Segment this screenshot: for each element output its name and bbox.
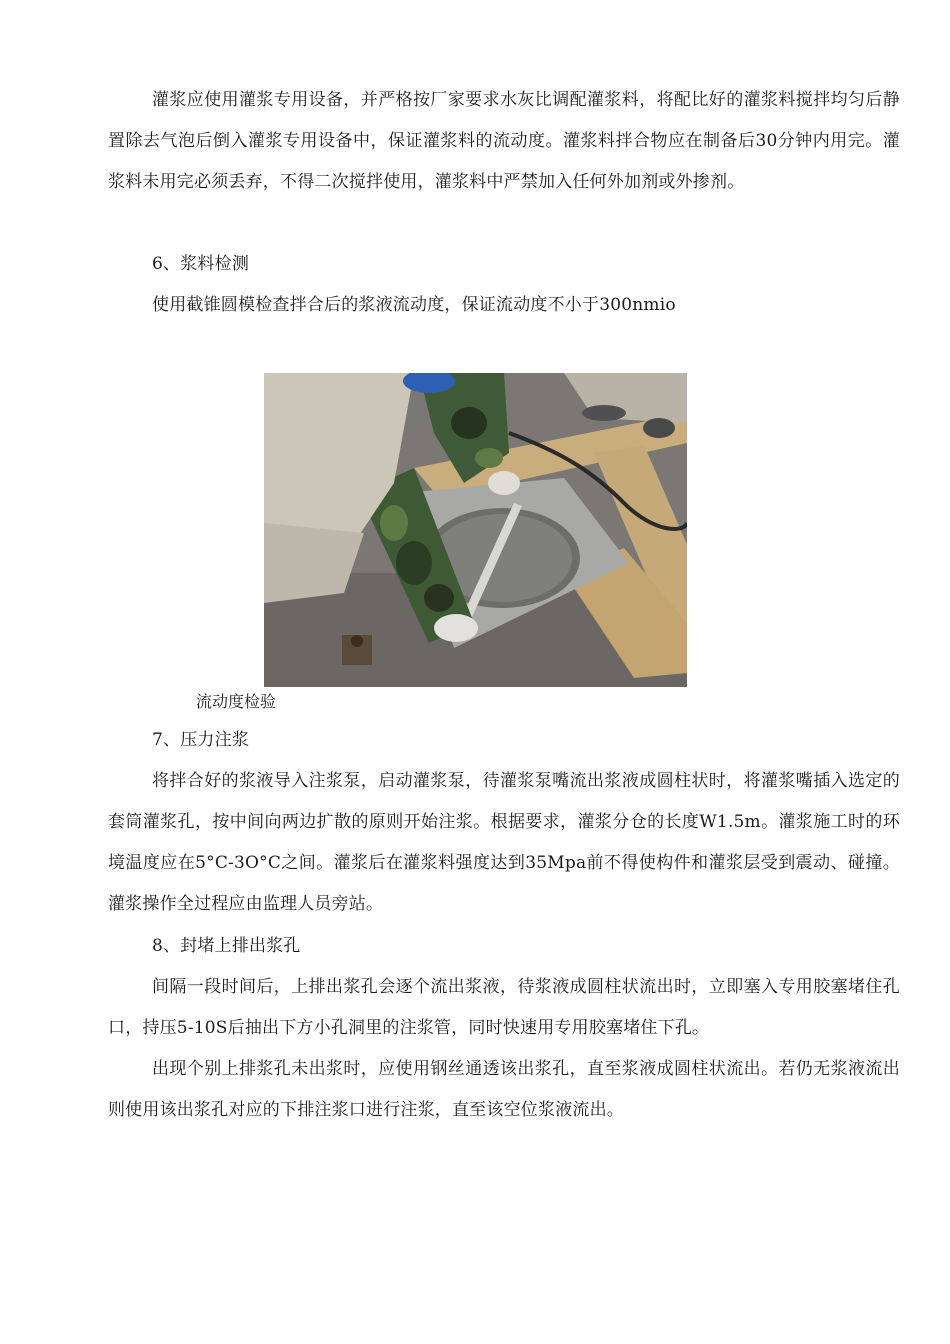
figure-caption: 流动度检验 <box>196 692 277 711</box>
paragraph-pressure-grouting: 将拌合好的浆液导入注浆泵，启动灌浆泵，待灌浆泵嘴流出浆液成圆柱状时，将灌浆嘴插入选定的套筒灌浆孔，按中间向两边扩散的原则开始注浆。根据要求，灌浆分仓的长度W1.5m。灌浆施工时的环境温度应在5°C-3O°C之间。灌浆后在灌浆料强度达到35Mpa前不得使构件和灌浆层受到震动、碰撞。灌浆操作全过程应由监理人员旁站。 <box>108 771 900 914</box>
heading-slurry-test: 6、浆料检测 <box>152 254 250 274</box>
flowability-test-photo <box>264 373 687 687</box>
paragraph-seal-outlet: 间隔一段时间后，上排出浆孔会逐个流出浆液，待浆液成圆柱状流出时，立即塞入专用胶塞堵住孔口，持压5-10S后抽出下方小孔洞里的注浆管，同时快速用专用胶塞堵住下孔。 <box>108 977 900 1038</box>
paragraph-flow-test: 使用截锥圆模检查拌合后的浆液流动度，保证流动度不小于300nmio <box>152 295 676 315</box>
heading-pressure-grouting: 7、压力注浆 <box>152 730 250 750</box>
paragraph-unblock-outlet: 出现个别上排浆孔未出浆时，应使用钢丝通透该出浆孔，直至浆液成圆柱状流出。若仍无浆液流出则使用该出浆孔对应的下排注浆口进行注浆，直至该空位浆液流出。 <box>108 1059 900 1120</box>
paragraph-grout-equipment: 灌浆应使用灌浆专用设备，并严格按厂家要求水灰比调配灌浆料，将配比好的灌浆料搅拌均匀后静置除去气泡后倒入灌浆专用设备中，保证灌浆料的流动度。灌浆料拌合物应在制备后30分钟内用完。灌浆料未用完必须丢弃，不得二次搅拌使用，灌浆料中严禁加入任何外加剂或外掺剂。 <box>108 90 900 192</box>
heading-seal-outlet: 8、封堵上排出浆孔 <box>152 936 301 956</box>
